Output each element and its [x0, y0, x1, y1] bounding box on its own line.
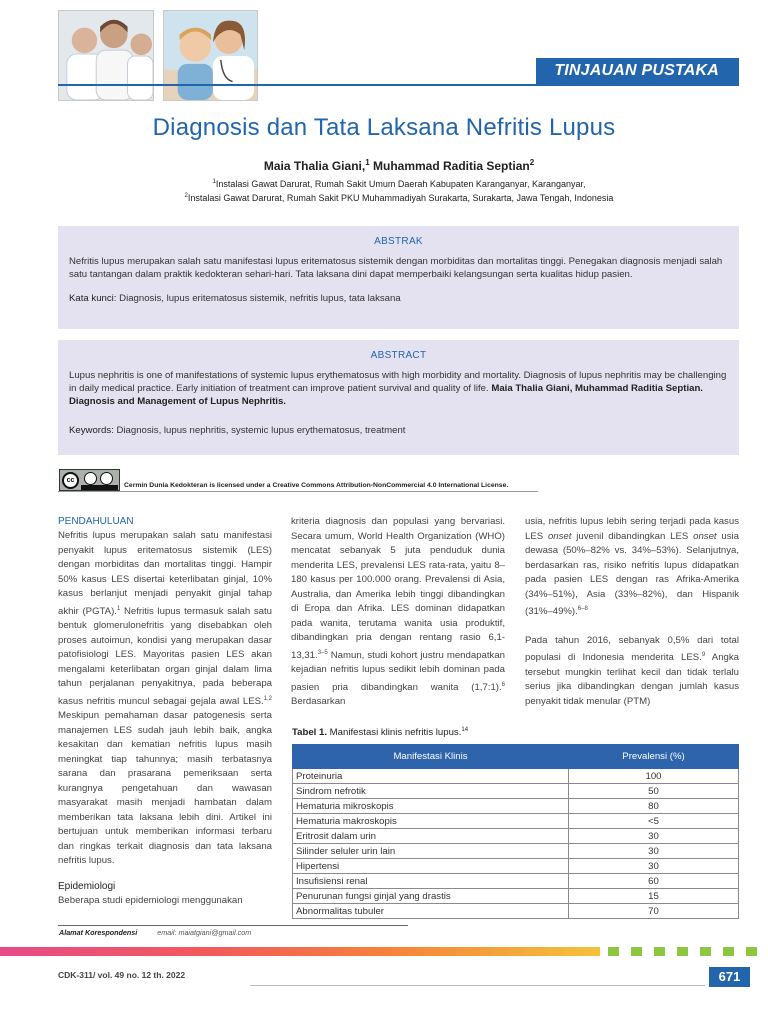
correspondence-label: Alamat Korespondensi: [59, 928, 138, 937]
table-row: [293, 889, 739, 904]
table-row: [293, 769, 739, 784]
table-row: [293, 904, 739, 919]
cell-manifestation: Insufisiensi renal: [293, 874, 569, 889]
correspondence-rule: [58, 925, 408, 926]
cell-prevalence: <5: [569, 814, 739, 829]
col3-ref-b: 9: [701, 652, 706, 659]
abstract-keywords-text: Diagnosis, lupus nephritis, systemic lupus erythematosus, treatment: [113, 425, 406, 436]
cell-manifestation: Penurunan fungsi ginjal yang drastis: [293, 889, 569, 904]
author-line: [0, 158, 768, 173]
journal-reference: CDK-311/ vol. 49 no. 12 th. 2022: [58, 970, 186, 980]
abstract-heading: ABSTRACT: [370, 350, 427, 361]
col2-text-c: Berdasarkan: [291, 696, 346, 708]
table-row: [293, 784, 739, 799]
column-1: [58, 515, 272, 908]
cell-manifestation: Proteinuria: [293, 769, 569, 784]
article-title: Diagnosis dan Tata Laksana Nefritis Lupus: [152, 114, 616, 141]
cell-prevalence: 30: [569, 829, 739, 844]
col2-text-a: kriteria diagnosis dan populasi yang bervariasi. Secara umum, World Health Organization (WHO) mencatat sebanyak 5 juta penduduk dunia menderita LES, prevalensi LES rata-rata, yaitu 8–180 kasus per 100.000 orang. Prevalensi di Asia, Australia, dan Amerika lebih tinggi dibandingkan di Eropa dan Afrika. LES dominan didapatkan pada wanita, terutama wanita usia produktif, dibandingkan pria dengan rentang rasio 6,1-13,31.: [291, 516, 505, 661]
abstrak-box: [58, 226, 739, 329]
col1-ref-b: 1,2: [263, 695, 272, 702]
cell-manifestation: Eritrosit dalam urin: [293, 829, 569, 844]
correspondence-email[interactable]: email: maiatgiani@gmail.com: [157, 928, 252, 937]
col1-text-b: Nefritis lupus termasuk salah satu bentuk glomerulonefritis yang disebabkan oleh proses autoimun, kondisi yang merupakan dasar patofisiologi LES. Mayoritas pasien LES akan mengalami keterlibatan organ ginjal dalam lima tahun perjalanan penyakitnya, pada beberapa kasus nefritis muncul sebagai gejala awal LES.: [58, 605, 272, 707]
affiliation-2: [0, 193, 768, 203]
col3-onset-2: onset: [693, 530, 717, 542]
table-row: [293, 859, 739, 874]
abstrak-keywords-text: Diagnosis, lupus eritematosus sistemik, nefritis lupus, tata laksana: [116, 293, 401, 304]
col3-paragraph-2: [525, 634, 739, 710]
stripe-square: [677, 947, 688, 956]
abstract-citation: Maia Thalia Giani, Muhammad Raditia Septian. Diagnosis and Management of Lupus Nephritis.: [69, 383, 703, 407]
table-caption: [292, 727, 468, 738]
affiliation-1-text: Instalasi Gawat Darurat, Rumah Sakit Umum Daerah Kabupaten Karanganyar, Karanganyar,: [215, 179, 586, 189]
header-photo-pediatrician: [163, 10, 258, 101]
col3-text-c: usia dewasa (50%–82% vs. 34%–53%). Selanjutnya, berdasarkan ras, risiko nefritis lupus didapatkan pada pasien LES dengan ras Afrika-Amerika (34%–51%), Asia (33%–82%), dan Hispanik (31%–49%).: [525, 530, 740, 618]
stripe-square: [723, 947, 734, 956]
abstract-box: [58, 340, 739, 455]
cell-manifestation: Sindrom nefrotik: [293, 784, 569, 799]
column-header-prevalence: Prevalensi (%): [569, 745, 739, 769]
abstract-keywords-label: Keywords:: [69, 425, 114, 436]
col3-text-d: Pada tahun 2016, sebanyak 0,5% dari total populasi di Indonesia menderita LES.: [525, 634, 739, 664]
table-row: [293, 814, 739, 829]
table-row: [293, 844, 739, 859]
cell-prevalence: 30: [569, 859, 739, 874]
stripe-square: [746, 947, 757, 956]
cc-badge-strip: [81, 485, 118, 490]
table-caption-label: Tabel 1.: [292, 727, 328, 739]
table-row: [293, 799, 739, 814]
col3-text-a: usia, nefritis lupus lebih sering terjadi pada kasus LES: [525, 516, 739, 542]
col1-text-c: Meskipun pemahaman dasar patogenesis serta manajemen LES sudah jauh lebih baik, angka kesakitan dan kematian nefritis lupus masih meningkat tiap tahunnya; masih terbatasnya sarana dan prasarana pemeriksaan serta kurangnya pengetahuan dan wawasan masyarakat masih menjadi hambatan dalam memberikan tata laksana lebih dini. Artikel ini bertujuan untuk memberikan informasi terbaru dan ringkas terkait diagnosis dan tata laksana nefritis lupus.: [58, 710, 272, 867]
stripe-square: [654, 947, 665, 956]
heading-epidemiologi: Epidemiologi: [58, 880, 116, 892]
table-row: [293, 829, 739, 844]
cell-prevalence: 100: [569, 769, 739, 784]
header-photo-doctors: [58, 10, 154, 101]
cell-manifestation: Hematuria makroskopis: [293, 814, 569, 829]
color-stripe: [0, 947, 600, 956]
cell-prevalence: 80: [569, 799, 739, 814]
stripe-square: [608, 947, 619, 956]
col3-paragraph-1: [525, 515, 739, 620]
abstrak-keywords: [69, 292, 728, 305]
col1-text-a: Nefritis lupus merupakan salah satu manifestasi penyakit lupus eritematosus sistemik (LES) dengan morbiditas dan mortalitas tinggi. Hampir 50% kasus LES disertai keterlibatan ginjal, 10% kasus berlanjut menjadi penyakit ginjal tahap akhir (PGTA).: [58, 530, 272, 617]
correspondence: [59, 928, 251, 937]
column-3: [525, 515, 739, 709]
license-text: Cermin Dunia Kedokteran is licensed under a Creative Commons Attribution-NonCommercial 4.0 International License.: [124, 482, 509, 489]
cell-manifestation: Hematuria mikroskopis: [293, 799, 569, 814]
affiliation-2-text: Instalasi Gawat Darurat, Rumah Sakit PKU Muhammadiyah Surakarta, Surakarta, Jawa Tengah, Indonesia: [187, 193, 614, 203]
col3-onset-1: onset: [547, 530, 572, 542]
cc-license-icon[interactable]: [59, 469, 120, 491]
cell-manifestation: Silinder seluler urin lain: [293, 844, 569, 859]
author-1-sup: 1: [365, 158, 370, 167]
stripe-square: [700, 947, 711, 956]
column-header-manifestation: Manifestasi Klinis: [293, 745, 569, 769]
col3-ref-a: 6–8: [577, 606, 588, 612]
heading-pendahuluan: PENDAHULUAN: [58, 516, 134, 527]
abstrak-keywords-label: Kata kunci:: [69, 293, 117, 304]
cell-prevalence: 60: [569, 874, 739, 889]
col2-text-b: Namun, studi kohort justru mendapatkan kejadian nefritis lupus sedikit lebih dominan pada pasien pria dibandingkan wanita (1,7:1).: [291, 649, 505, 693]
cc-logo-icon: cc: [62, 472, 79, 489]
col2-ref-b: 6: [501, 681, 505, 688]
banner-rule: [58, 84, 739, 86]
by-attribution-icon: [84, 472, 97, 485]
cell-manifestation: Abnormalitas tubuler: [293, 904, 569, 919]
affiliation-1-sup: 1: [212, 179, 216, 185]
abstrak-text: Nefritis lupus merupakan salah satu manifestasi lupus eritematosus sistemik dengan morbiditas dan mortalitas tinggi. Penegakan diagnosis menjadi salah satu tantangan dalam praktik kedokteran sehari-hari. Tata laksana dini dapat memperbaiki kelangsungan serta kualitas hidup pasien.: [69, 256, 723, 280]
author-2-sup: 2: [529, 158, 535, 167]
cell-prevalence: 15: [569, 889, 739, 904]
abstract-body: Lupus nephritis is one of manifestations of systemic lupus erythematosus with high morbidity and mortality. Diagnosis of lupus nephritis may be challenging in daily medical practice. Early initiation of treatment can improve patient survival and quality of life.: [69, 370, 727, 394]
cell-prevalence: 50: [569, 784, 739, 799]
table-caption-text: Manifestasi klinis nefritis lupus.: [327, 727, 462, 739]
footer-rule: [250, 985, 705, 986]
table-row: [293, 874, 739, 889]
col2-paragraph-1: [291, 515, 505, 710]
noncommercial-icon: [100, 472, 113, 485]
abstrak-heading: ABSTRAK: [374, 236, 423, 247]
page-number: 671: [709, 967, 750, 987]
col2-ref-a: 3–5: [317, 649, 328, 656]
col3-text-e: Angka tersebut mungkin terlihat kecil dan tidak terlalu serius jika dibandingkan dengan jumlah kasus penyakit tidak menular (PTM): [525, 652, 740, 707]
abstract-keywords: [69, 424, 728, 437]
stripe-square: [631, 947, 642, 956]
manifestation-table: [292, 744, 739, 919]
cell-prevalence: 70: [569, 904, 739, 919]
table-header-row: [293, 745, 739, 769]
cell-prevalence: 30: [569, 844, 739, 859]
author-1: Maia Thalia Giani,: [263, 159, 366, 173]
table-caption-ref: 14: [461, 727, 469, 733]
col1-ref-a: 1: [116, 605, 121, 612]
abstract-text: [69, 369, 728, 408]
section-banner: TINJAUAN PUSTAKA: [536, 58, 739, 84]
cell-manifestation: Hipertensi: [293, 859, 569, 874]
col1-paragraph-2: Beberapa studi epidemiologi menggunakan: [58, 894, 243, 906]
affiliation-2-sup: 2: [184, 193, 188, 199]
column-2: [291, 515, 505, 710]
col3-text-b: juvenil dibandingkan LES: [571, 530, 694, 542]
license-rule: [58, 491, 538, 492]
author-2: Muhammad Raditia Septian: [373, 159, 530, 173]
col1-paragraph-1: [58, 529, 272, 869]
affiliation-1: [0, 179, 768, 189]
